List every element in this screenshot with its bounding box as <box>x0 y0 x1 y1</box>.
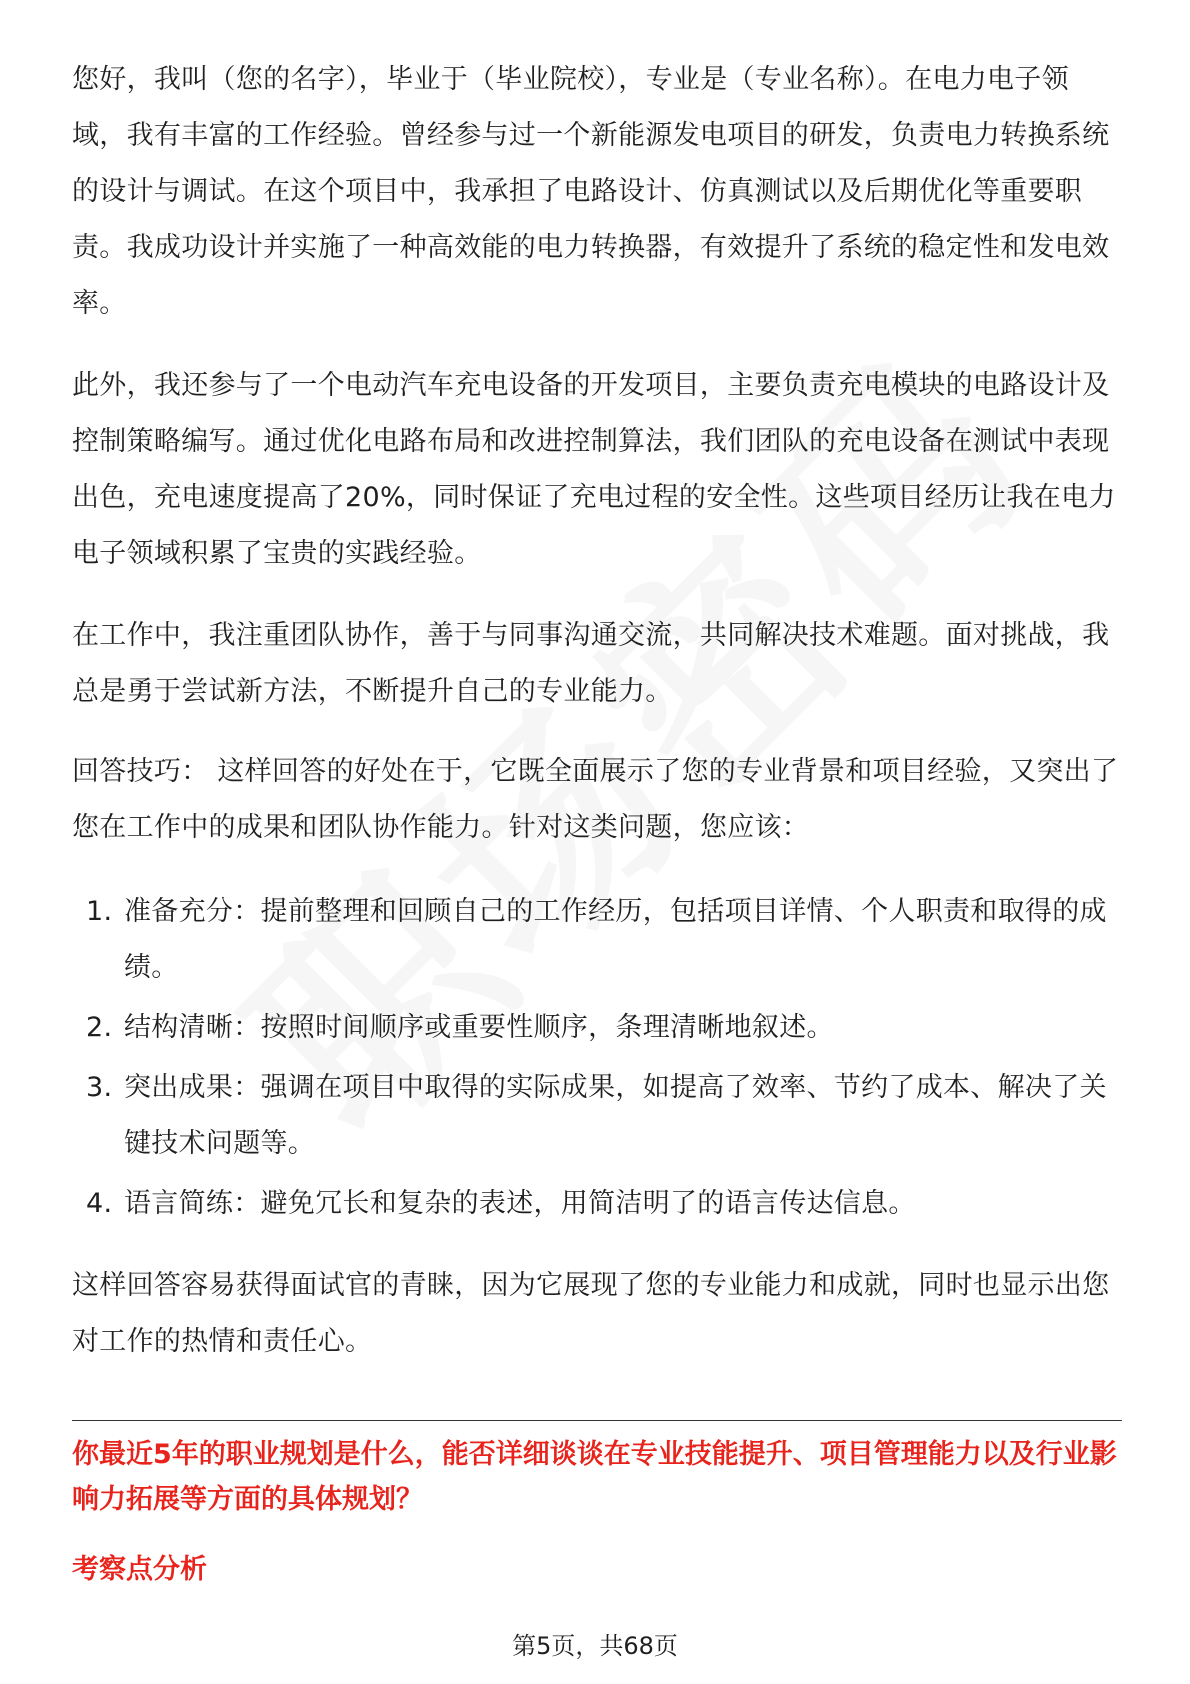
paragraph-projects: 此外，我还参与了一个电动汽车充电设备的开发项目，主要负责充电模块的电路设计及控制策略编写。通过优化电路布局和改进控制算法，我们团队的充电设备在测试中表现出色，充电速度提高了20%，同时保证了充电过程的安全性。这些项目经历让我在电力电子领域积累了宝贵的实践经验。 <box>72 370 1116 569</box>
page-footer: 第5页，共68页 <box>512 1632 678 1660</box>
list-item <box>72 1060 1122 1172</box>
list-text: 结构清晰：按照时间顺序或重要性顺序，条理清晰地叙述。 <box>124 1012 834 1043</box>
list-number: 2. <box>86 1012 113 1043</box>
tips-list <box>72 884 1122 1232</box>
next-question-heading: 你最近5年的职业规划是什么，能否详细谈谈在专业技能提升、项目管理能力以及行业影响力拓展等方面的具体规划？ <box>72 1439 1117 1515</box>
list-text: 准备充分：提前整理和回顾自己的工作经历，包括项目详情、个人职责和取得的成绩。 <box>124 896 1107 983</box>
list-text: 突出成果：强调在项目中取得的实际成果，如提高了效率、节约了成本、解决了关键技术问题等。 <box>124 1072 1107 1159</box>
paragraph-intro: 您好，我叫（您的名字），毕业于（毕业院校），专业是（专业名称）。在电力电子领域，我有丰富的工作经验。曾经参与过一个新能源发电项目的研发，负责电力转换系统的设计与调试。在这个项目中，我承担了电路设计、仿真测试以及后期优化等重要职责。我成功设计并实施了一种高效能的电力转换器，有效提升了系统的稳定性和发电效率。 <box>72 64 1110 319</box>
list-item <box>72 1176 1122 1232</box>
paragraph-teamwork: 在工作中，我注重团队协作，善于与同事沟通交流，共同解决技术难题。面对挑战，我总是勇于尝试新方法，不断提升自己的专业能力。 <box>72 620 1110 707</box>
list-number: 3. <box>86 1072 113 1103</box>
list-text: 语言简练：避免冗长和复杂的表述，用简洁明了的语言传达信息。 <box>124 1188 916 1219</box>
list-item <box>72 1000 1122 1056</box>
list-number: 1. <box>86 896 113 927</box>
document-body <box>72 52 1122 1370</box>
analysis-heading: 考察点分析 <box>72 1554 207 1585</box>
section-divider <box>72 1420 1122 1421</box>
paragraph-closing: 这样回答容易获得面试官的青睐，因为它展现了您的专业能力和成就，同时也显示出您对工作的热情和责任心。 <box>72 1270 1110 1357</box>
list-number: 4. <box>86 1188 113 1219</box>
paragraph-answer-tips: 回答技巧： 这样回答的好处在于，它既全面展示了您的专业背景和项目经验，又突出了您在工作中的成果和团队协作能力。针对这类问题，您应该： <box>72 756 1119 843</box>
list-item <box>72 884 1122 996</box>
